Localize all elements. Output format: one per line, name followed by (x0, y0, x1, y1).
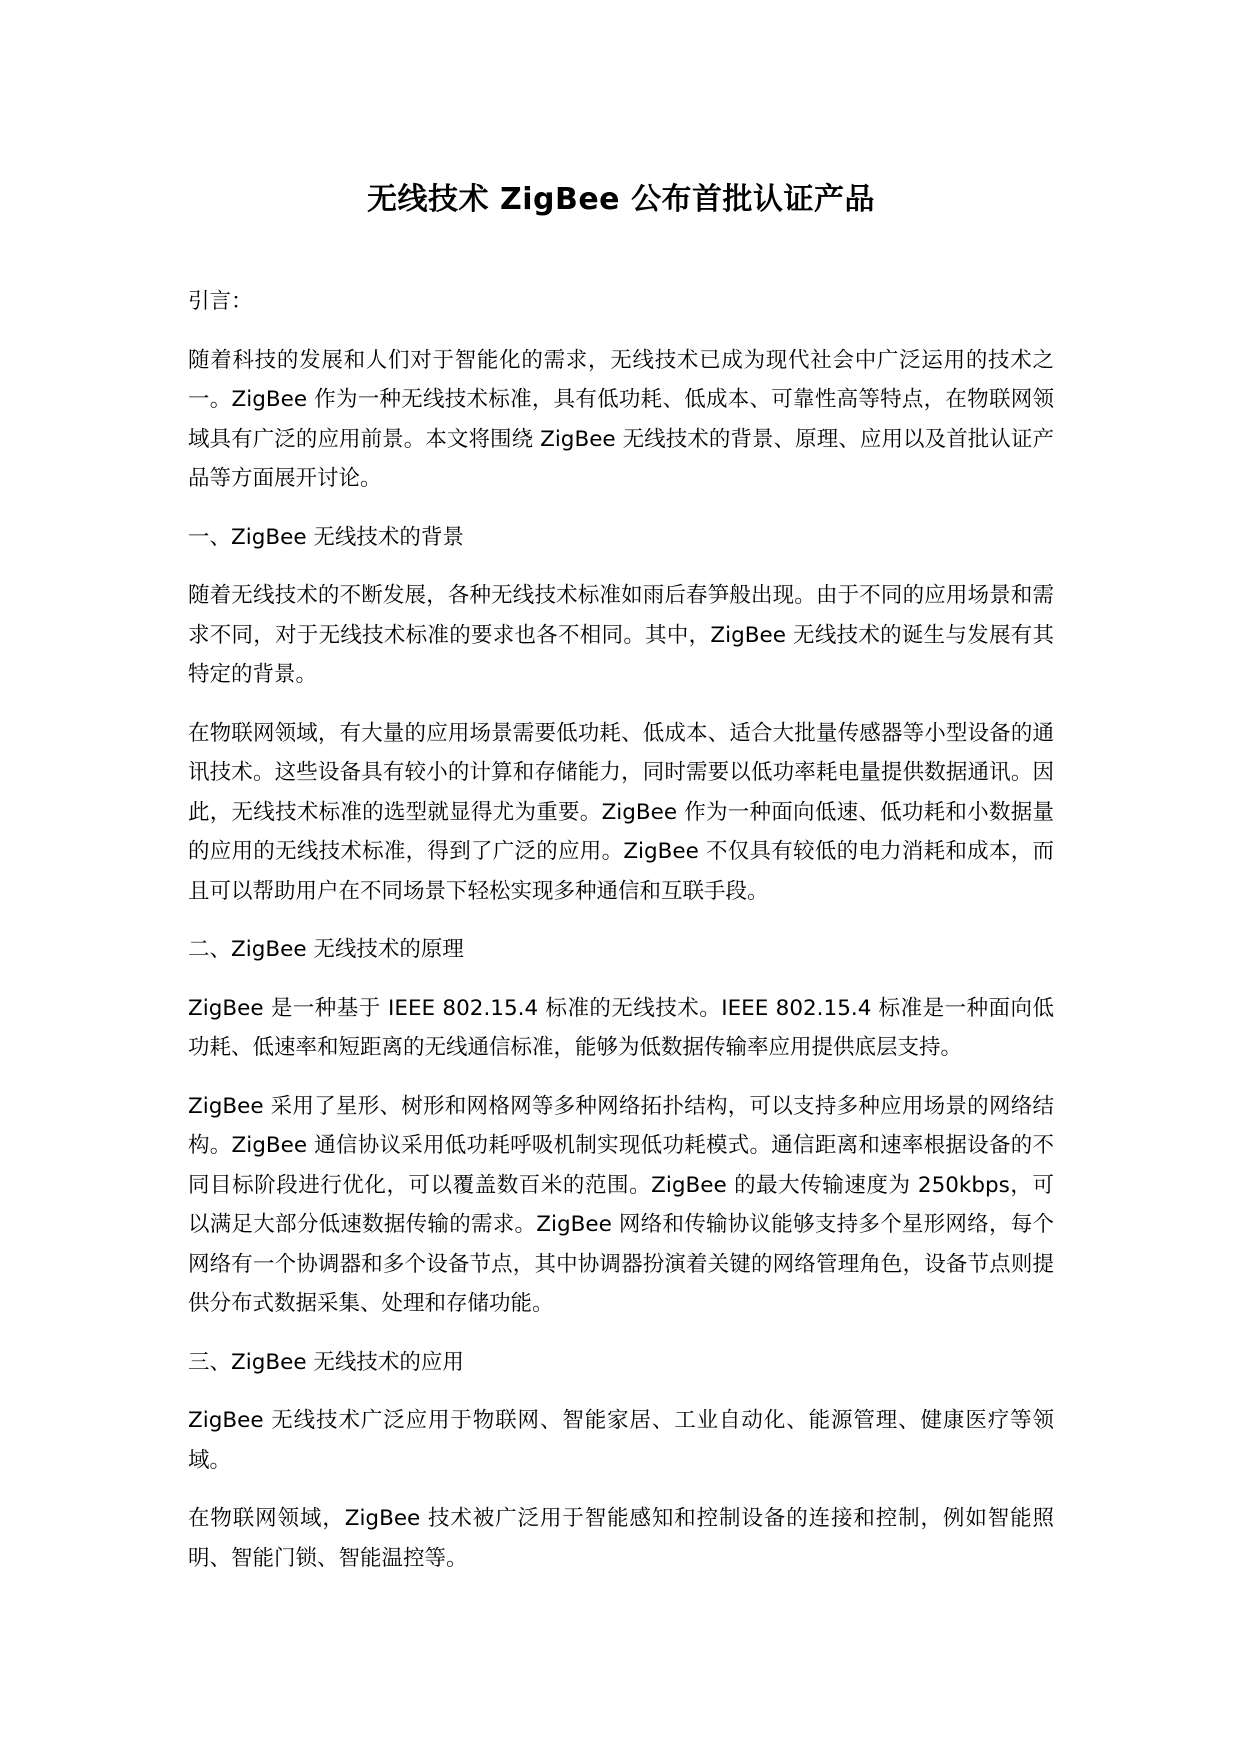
document-title: 无线技术 ZigBee 公布首批认证产品 (367, 182, 875, 217)
paragraph: 在物联网领域，有大量的应用场景需要低功耗、低成本、适合大批量传感器等小型设备的通讯技术。这些设备具有较小的计算和存储能力，同时需要以低功率耗电量提供数据通讯。因此，无线技术标准的选型就显得尤为重要。ZigBee 作为一种面向低速、低功耗和小数据量的应用的无线技术标准，得到了广泛的应用。ZigBee 不仅具有较低的电力消耗和成本，而且可以帮助用户在不同场景下轻松实现多种通信和互联手段。 (188, 720, 1054, 904)
section-heading-application: 三、ZigBee 无线技术的应用 (188, 1349, 464, 1375)
paragraph: ZigBee 无线技术广泛应用于物联网、智能家居、工业自动化、能源管理、健康医疗等领域。 (188, 1408, 1054, 1473)
paragraph: ZigBee 是一种基于 IEEE 802.15.4 标准的无线技术。IEEE 802.15.4 标准是一种面向低功耗、低速率和短距离的无线通信标准，能够为低数据传输率应用提供底层支持。 (188, 995, 1054, 1060)
section-heading-background: 一、ZigBee 无线技术的背景 (188, 524, 464, 550)
document-body (188, 176, 1054, 1597)
intro-paragraph: 随着科技的发展和人们对于智能化的需求，无线技术已成为现代社会中广泛运用的技术之一。ZigBee 作为一种无线技术标准，具有低功耗、低成本、可靠性高等特点，在物联网领域具有广泛的应用前景。本文将围绕 ZigBee 无线技术的背景、原理、应用以及首批认证产品等方面展开讨论。 (188, 347, 1054, 491)
paragraph: 随着无线技术的不断发展，各种无线技术标准如雨后春笋般出现。由于不同的应用场景和需求不同，对于无线技术标准的要求也各不相同。其中，ZigBee 无线技术的诞生与发展有其特定的背景。 (188, 583, 1054, 687)
paragraph: ZigBee 采用了星形、树形和网格网等多种网络拓扑结构，可以支持多种应用场景的网络结构。ZigBee 通信协议采用低功耗呼吸机制实现低功耗模式。通信距离和速率根据设备的不同目标阶段进行优化，可以覆盖数百米的范围。ZigBee 的最大传输速度为 250kbps，可以满足大部分低速数据传输的需求。ZigBee 网络和传输协议能够支持多个星形网络，每个网络有一个协调器和多个设备节点，其中协调器扮演着关键的网络管理角色，设备节点则提供分布式数据采集、处理和存储功能。 (188, 1093, 1054, 1316)
paragraph: 在物联网领域，ZigBee 技术被广泛用于智能感知和控制设备的连接和控制，例如智能照明、智能门锁、智能温控等。 (188, 1506, 1054, 1571)
section-heading-principle: 二、ZigBee 无线技术的原理 (188, 937, 464, 962)
intro-label: 引言： (188, 289, 253, 314)
